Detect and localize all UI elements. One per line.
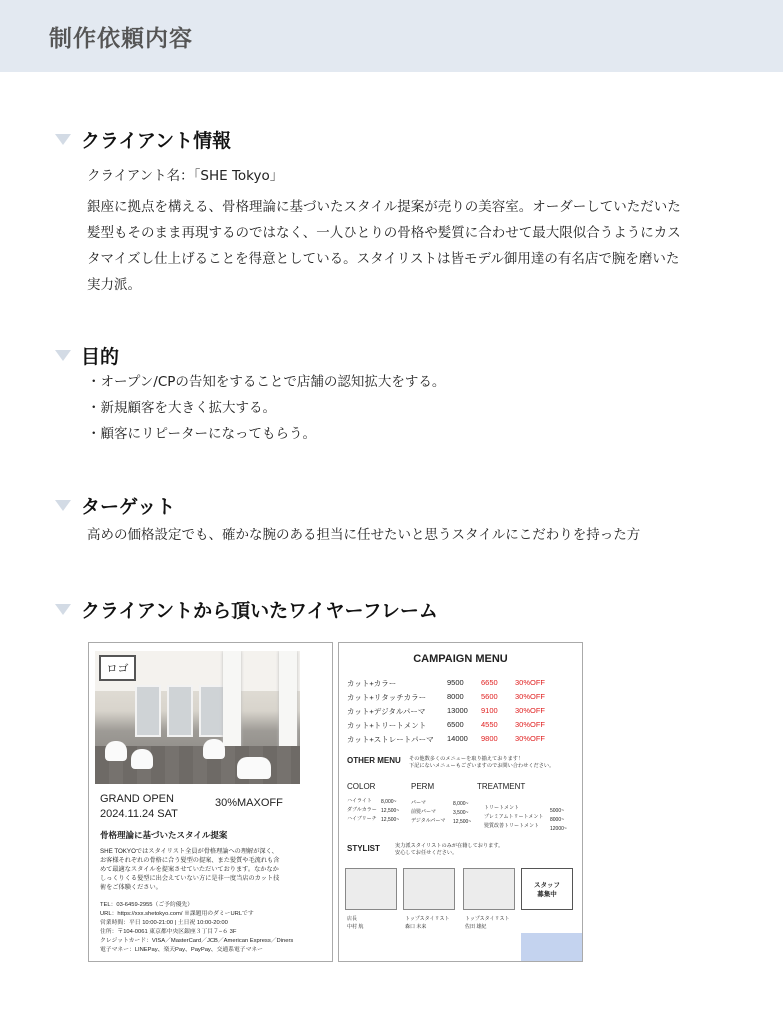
open-date: 2024.11.24 SAT <box>100 808 178 820</box>
client-desc-line: 実力派。 <box>87 277 141 293</box>
stylist-note: 実力派スタイリストのみが在籍しております。 <box>395 843 504 849</box>
menu-item: デジタルパーマ <box>411 818 446 824</box>
flyer-info-line: 住所：〒104-0061 東京都中央区銀座３丁目７−６ 3F <box>100 929 237 935</box>
stylist-photo-placeholder <box>345 868 397 910</box>
treatment-col-title: TREATMENT <box>477 782 526 791</box>
other-menu-note: 下記にないメニューもございますのでお問い合わせください。 <box>409 763 555 769</box>
stylist-name: 佐田 雄紀 <box>465 924 487 930</box>
client-desc-line: 髪型もそのまま再現するのではなく、一人ひとりの骨格や髪質に合わせて最大限似合うようにカス <box>87 225 681 241</box>
salon-photo <box>95 651 300 784</box>
wireframe-flyer-back: CAMPAIGN MENU カット+カラー 9500 6650 30%OFF カット+リタッチカラー 8000 5600 30%OFF カット+デジタルパーマ 13000 9100 30%OFF カット+トリートメント 6500 4550 30%OFF カット+ストレートパーマ 14000 9800 30%OFF OTHER MENU その他数多くのメニューを取り揃えております！ 下記にないメニューもございますのでお問い合わせください。 COLOR PERM TREATMENT ハイライト ダブルカラー ハイブリーチ 8,000~ 12,500~ 12,500~ パーマ 前髪パーマ デジタルパーマ 8,000~ 3,500~ 12,500~ トリートメント プレミアムトリートメント 髪質改善トリートメント 5000~ 8000~ 12000~ STYLIST 実力派スタイリストのみが在籍しております。 安心してお任せください。 スタッフ 募集中 店長 中村 航 トップスタイリスト 森口 未来 トップスタイリスト 佐田 雄紀 <box>338 642 583 962</box>
triangle-icon <box>55 350 71 361</box>
flyer-info-line: 営業時間：平日 10:00-21:00 | 土日祝 10:00-20:00 <box>100 920 228 926</box>
stylist-title: STYLIST <box>347 844 380 853</box>
menu-price: 8,000~ <box>453 801 469 807</box>
other-menu-title: OTHER MENU <box>347 756 401 765</box>
menu-price: 12000~ <box>550 826 567 832</box>
page-header <box>0 0 783 72</box>
menu-price: 8000~ <box>550 817 565 823</box>
menu-item: プレミアムトリートメント <box>484 814 544 820</box>
flyer-body-line: しっくりくる髪型に出会えていない方に是非一度当店のカット技 <box>100 875 280 882</box>
section-client-heading <box>55 126 231 153</box>
stylist-role: 店長 <box>347 916 358 922</box>
grand-open-label: GRAND OPEN <box>100 793 174 805</box>
menu-price: 12,500~ <box>381 817 400 823</box>
menu-item: パーマ <box>411 800 427 806</box>
purpose-item: ・新規顧客を大きく拡大する。 <box>87 400 276 416</box>
stylist-name: 中村 航 <box>347 924 364 930</box>
blue-placeholder-box <box>521 933 583 962</box>
flyer-info-line: クレジットカード：VISA／MasterCard／JCB／American Express／Diners <box>100 938 294 944</box>
purpose-item: ・顧客にリピーターになってもらう。 <box>87 426 316 442</box>
other-menu-note: その他数多くのメニューを取り揃えております！ <box>409 756 524 762</box>
max-off-label: 30%MAXOFF <box>215 797 283 809</box>
menu-price: 5000~ <box>550 808 565 814</box>
section-title: クライアントから頂いたワイヤーフレーム <box>81 600 438 622</box>
flyer-headline: 骨格理論に基づいたスタイル提案 <box>100 830 228 840</box>
flyer-info-line: URL：https://xxx.shetokyo.com/ ※課題用のダミーURLです <box>100 911 254 917</box>
flyer-info-line: TEL：03-6459-2955（ご予約優先） <box>100 902 194 908</box>
target-text: 高めの価格設定でも、確かな腕のある担当に任せたいと思うスタイルにこだわりを持った方 <box>87 527 641 543</box>
flyer-body-line: SHE TOKYOではスタイリスト全員が骨格理論への理解が深く、 <box>100 848 278 855</box>
triangle-icon <box>55 604 71 615</box>
menu-price: 8,000~ <box>381 799 397 805</box>
stylist-photo-placeholder <box>403 868 455 910</box>
stylist-note: 安心してお任せください。 <box>395 850 458 856</box>
flyer-info-line: 電子マネー：LINEPay、楽天Pay、PayPay、交通系電子マネー <box>100 947 263 953</box>
client-desc-line: 銀座に拠点を構える、骨格理論に基づいたスタイル提案が売りの美容室。オーダーしていただいた <box>87 199 681 215</box>
menu-item: 髪質改善トリートメント <box>484 823 539 829</box>
stylist-name: 森口 未来 <box>405 924 427 930</box>
staff-recruiting-box: スタッフ 募集中 <box>521 868 573 910</box>
section-title: 目的 <box>81 346 120 368</box>
menu-item: トリートメント <box>484 805 519 811</box>
flyer-body-line: お客様それぞれの骨格に合う髪型の提案、また髪質や毛流れも含 <box>100 857 280 864</box>
stylist-role: トップスタイリスト <box>465 916 510 922</box>
section-title: クライアント情報 <box>81 130 232 152</box>
perm-col-title: PERM <box>411 782 435 791</box>
menu-price: 12,500~ <box>453 819 472 825</box>
section-wireframe-heading <box>55 596 438 623</box>
purpose-item: ・オープン/CPの告知をすることで店舗の認知拡大をする。 <box>87 374 446 390</box>
client-desc-line: タマイズし仕上げることを得意としている。スタイリストは皆モデル御用達の有名店で腕を磨いた <box>87 251 680 267</box>
menu-item: 前髪パーマ <box>411 809 437 815</box>
section-target-heading <box>55 492 175 519</box>
campaign-title: CAMPAIGN MENU <box>413 653 508 665</box>
flyer-body-line: 術をご体験ください。 <box>100 884 162 891</box>
page-title: 制作依頼内容 <box>49 26 193 52</box>
wireframe-flyer-front <box>88 642 333 962</box>
client-name: クライアント名：「SHE Tokyo」 <box>87 168 284 184</box>
section-title: ターゲット <box>81 496 176 518</box>
stylist-role: トップスタイリスト <box>405 916 450 922</box>
logo-placeholder: ロゴ <box>99 655 136 681</box>
triangle-icon <box>55 500 71 511</box>
color-col-title: COLOR <box>347 782 376 791</box>
menu-item: ハイブリーチ <box>347 816 377 822</box>
menu-item: ハイライト <box>347 798 372 804</box>
stylist-photo-placeholder <box>463 868 515 910</box>
menu-price: 3,500~ <box>453 810 469 816</box>
menu-item: ダブルカラー <box>347 807 377 813</box>
triangle-icon <box>55 134 71 145</box>
section-purpose-heading <box>55 342 119 369</box>
menu-price: 12,500~ <box>381 808 400 814</box>
flyer-body-line: めて最適なスタイルを提案させていただいております。なかなか <box>100 866 279 873</box>
